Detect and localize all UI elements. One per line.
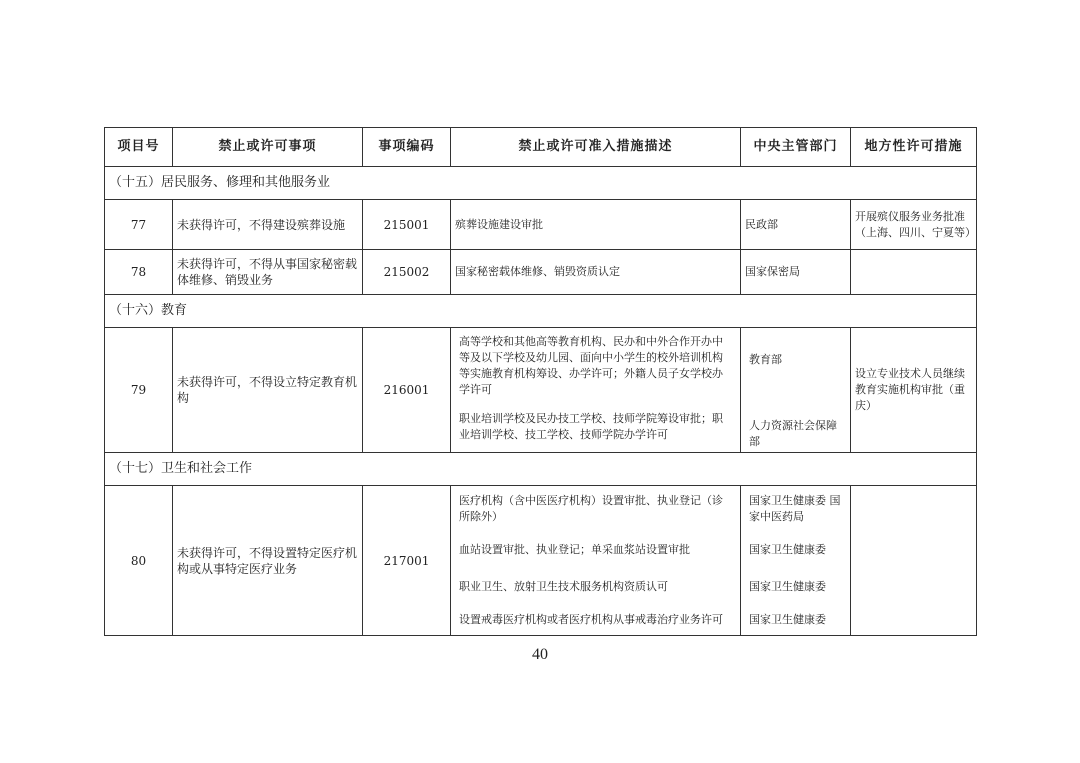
row-80-desc-3: 职业卫生、放射卫生技术服务机构资质认可 xyxy=(459,579,668,593)
table-row xyxy=(105,486,977,636)
row-80-local xyxy=(851,486,977,636)
row-77-desc: 殡葬设施建设审批 xyxy=(451,200,741,250)
table-row xyxy=(105,328,977,453)
row-78-item: 未获得许可，不得从事国家秘密载体维修、销毁业务 xyxy=(173,250,363,295)
row-78-desc: 国家秘密载体维修、销毁资质认定 xyxy=(451,250,741,295)
row-79-item: 未获得许可，不得设立特定教育机构 xyxy=(173,328,363,453)
row-79-dept-cell xyxy=(741,328,851,453)
row-80-dept-2: 国家卫生健康委 xyxy=(749,542,826,556)
section-15-title: （十五）居民服务、修理和其他服务业 xyxy=(105,167,977,200)
section-17-title: （十七）卫生和社会工作 xyxy=(105,453,977,486)
header-code: 事项编码 xyxy=(363,128,451,167)
row-80-dept-4: 国家卫生健康委 xyxy=(749,612,826,626)
row-78-dept: 国家保密局 xyxy=(741,250,851,295)
header-item-no: 项目号 xyxy=(105,128,173,167)
row-80-code: 217001 xyxy=(363,486,451,636)
section-row xyxy=(105,167,977,200)
row-79-no: 79 xyxy=(105,328,173,453)
row-80-no: 80 xyxy=(105,486,173,636)
row-80-item: 未获得许可，不得设置特定医疗机构或从事特定医疗业务 xyxy=(173,486,363,636)
row-80-desc-4: 设置戒毒医疗机构或者医疗机构从事戒毒治疗业务许可 xyxy=(459,612,723,626)
row-77-code: 215001 xyxy=(363,200,451,250)
header-item: 禁止或许可事项 xyxy=(173,128,363,167)
row-77-dept: 民政部 xyxy=(741,200,851,250)
table-row xyxy=(105,250,977,295)
row-79-desc-cell xyxy=(451,328,741,453)
header-row xyxy=(105,128,977,167)
row-77-item: 未获得许可，不得建设殡葬设施 xyxy=(173,200,363,250)
permit-table xyxy=(104,127,977,636)
row-80-desc-2: 血站设置审批、执业登记；单采血浆站设置审批 xyxy=(459,542,690,556)
row-79-local: 设立专业技术人员继续教育实施机构审批（重庆） xyxy=(851,328,977,453)
row-79-code: 216001 xyxy=(363,328,451,453)
header-department: 中央主管部门 xyxy=(741,128,851,167)
row-77-local: 开展殡仪服务业务批准（上海、四川、宁夏等） xyxy=(851,200,977,250)
header-description: 禁止或许可准入措施描述 xyxy=(451,128,741,167)
row-79-dept-1: 教育部 xyxy=(749,353,782,366)
table-row xyxy=(105,200,977,250)
section-16-title: （十六）教育 xyxy=(105,295,977,328)
row-79-dept-2: 人力资源社会保障部 xyxy=(749,419,837,448)
page-number: 40 xyxy=(532,646,548,663)
row-79-desc-2: 职业培训学校及民办技工学校、技师学院筹设审批；职业培训学校、技工学校、技师学院办学许可 xyxy=(459,412,723,441)
row-80-desc-1: 医疗机构（含中医医疗机构）设置审批、执业登记（诊所除外） xyxy=(459,493,723,523)
row-78-local xyxy=(851,250,977,295)
row-77-no: 77 xyxy=(105,200,173,250)
row-80-desc-cell xyxy=(451,486,741,636)
row-78-no: 78 xyxy=(105,250,173,295)
section-row xyxy=(105,295,977,328)
header-local-measures: 地方性许可措施 xyxy=(851,128,977,167)
row-80-dept-cell xyxy=(741,486,851,636)
row-80-dept-1: 国家卫生健康委 国家中医药局 xyxy=(749,493,841,523)
section-row xyxy=(105,453,977,486)
row-78-code: 215002 xyxy=(363,250,451,295)
row-79-desc-1: 高等学校和其他高等教育机构、民办和中外合作开办中等及以下学校及幼儿园、面向中小学生的校外培训机构等实施教育机构筹设、办学许可；外籍人员子女学校办学许可 xyxy=(459,335,723,396)
row-80-dept-3: 国家卫生健康委 xyxy=(749,579,826,593)
